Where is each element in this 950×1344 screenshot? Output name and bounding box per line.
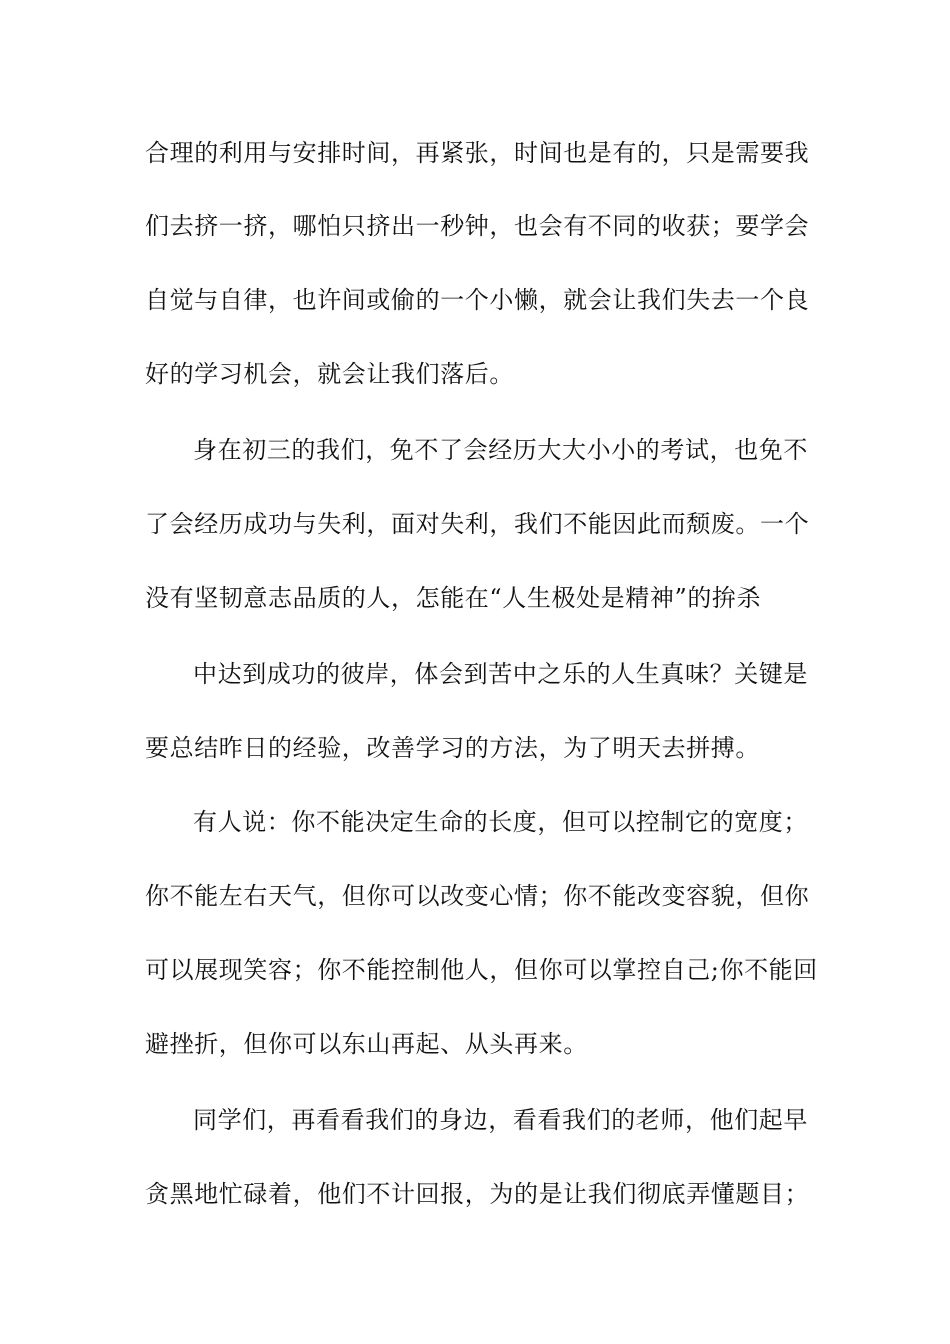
text-line-14: 同学们，再看看我们的身边，看看我们的老师，他们起早 (193, 1106, 808, 1134)
text-line-5: 身在初三的我们，免不了会经历大大小小的考试，也免不 (193, 436, 808, 464)
text-line-13: 避挫折，但你可以东山再起、从头再来。 (145, 1030, 588, 1058)
text-line-3: 自觉与自律，也许间或偷的一个小懒，就会让我们失去一个良 (145, 286, 810, 314)
text-line-9: 要总结昨日的经验，改善学习的方法，为了明天去拼搏。 (145, 734, 760, 762)
text-line-7: 没有坚韧意志品质的人，怎能在“人生极处是精神”的拚杀 (145, 584, 762, 612)
text-line-11: 你不能左右天气，但你可以改变心情；你不能改变容貌，但你 (145, 882, 810, 910)
text-line-6: 了会经历成功与失利，面对失利，我们不能因此而颓废。一个 (145, 510, 810, 538)
text-line-2: 们去挤一挤，哪怕只挤出一秒钟，也会有不同的收获；要学会 (145, 212, 810, 240)
text-line-8: 中达到成功的彼岸，体会到苦中之乐的人生真味？关键是 (193, 660, 808, 688)
text-line-10: 有人说：你不能决定生命的长度，但可以控制它的宽度； (193, 808, 808, 836)
text-line-15: 贪黑地忙碌着，他们不计回报，为的是让我们彻底弄懂题目； (145, 1180, 810, 1208)
text-line-12: 可以展现笑容；你不能控制他人，但你可以掌控自己;你不能回 (145, 956, 818, 984)
text-line-1: 合理的利用与安排时间，再紧张，时间也是有的，只是需要我 (145, 139, 810, 167)
text-line-4: 好的学习机会，就会让我们落后。 (145, 360, 514, 388)
